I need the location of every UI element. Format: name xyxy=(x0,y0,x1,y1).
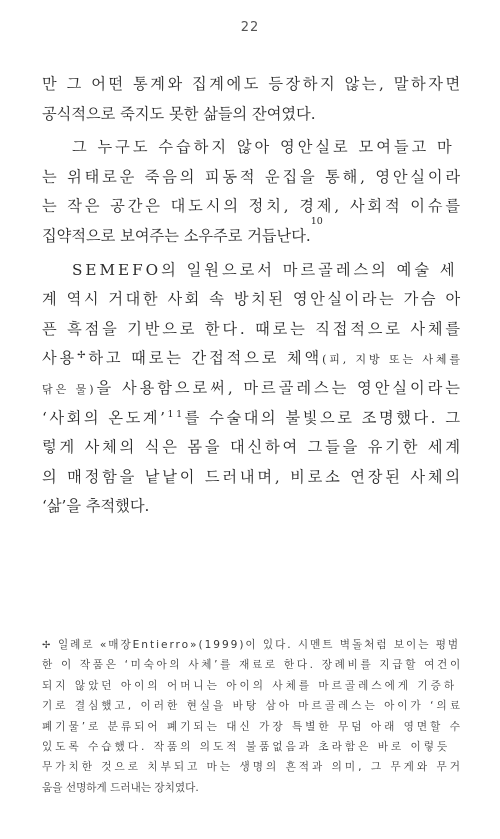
footnote-mark: ✢ xyxy=(42,640,53,651)
footnote-line: 움을 선명하게 드러내는 장치였다. xyxy=(42,781,199,794)
text-line: 계 역시 거대한 사회 속 방치된 영안실이라는 가슴 아 xyxy=(42,290,463,309)
footnote xyxy=(42,635,463,798)
text-line: 닦은 물)을 사용함으로써, 마르골레스는 영안실이라는 xyxy=(42,378,463,397)
footnote-line: 폐기물’로 분류되어 폐기되는 대신 가장 특별한 무덤 아래 영면할 수 xyxy=(42,720,463,733)
text-line: 집약적으로 보여주는 소우주로 거듭난다. 10 xyxy=(42,222,460,252)
text-line: 만 그 어떤 통계와 집계에도 등장하지 않는, 말하자면 xyxy=(42,75,463,93)
text-line: 공식적으로 죽지도 못한 삶들의 잔여였다. xyxy=(42,104,316,123)
footnote-ref: 11 xyxy=(167,408,185,420)
text-line: ‘삶’을 추적했다. xyxy=(42,497,150,516)
text-line: 의 매정함을 낱낱이 드러내며, 비로소 연장된 사체의 xyxy=(42,467,463,486)
footnote-line: 있도록 수습했다. 작품의 의도적 불품없음과 초라함은 바로 이렇듯 xyxy=(42,740,451,753)
text-line: 는 작은 공간은 대도시의 정치, 경제, 사회적 이슈를 xyxy=(42,197,463,216)
footnote-mark: ✢ xyxy=(77,350,89,362)
footnote-line: 되지 않았던 아이의 어머니는 아이의 사체를 마르골레스에게 기증하 xyxy=(42,679,458,692)
text-line: ‘사회의 온도계’$^{11}$를 수술대의 불빛으로 조명했다. 그 xyxy=(42,408,463,427)
text-line: 픈 흑점을 기반으로 한다. 때로는 직접적으로 사체를 xyxy=(42,319,463,338)
page-number: 22 xyxy=(240,20,260,35)
footnote-line: 한 이 작품은 ‘미숙아의 사체’를 재료로 한다. 장례비를 지급할 여건이 xyxy=(42,659,463,672)
body-text xyxy=(42,70,463,522)
footnote-line: 기로 결심했고, 이러한 현실을 바탕 삼아 마르골레스는 아이가 ‘의료 xyxy=(42,700,463,713)
footnote-line: 무가치한 것으로 치부되고 마는 생명의 흔적과 의미, 그 무게와 무거 xyxy=(42,761,463,774)
footnote-line: ✢ 일례로 «매장Entierro»(1999)이 있다. 시멘트 벽돌처럼 보이는 평범 xyxy=(42,635,460,655)
text-line: SEMEFO의 일원으로서 마르골레스의 예술 세 xyxy=(72,260,458,279)
text-line: 렇게 사체의 식은 몸을 대신하여 그들을 유기한 세계 xyxy=(42,438,463,457)
text-line: 는 위태로운 죽음의 피동적 운집을 통해, 영안실이라 xyxy=(42,167,463,186)
footnote-ref: 10 xyxy=(310,215,323,227)
text-line: 그 누구도 수습하지 않아 영안실로 모여들고 마 xyxy=(72,138,455,157)
text-line: 사용✢하고 때로는 간접적으로 체액(피, 지방 또는 사체를 xyxy=(42,349,463,368)
